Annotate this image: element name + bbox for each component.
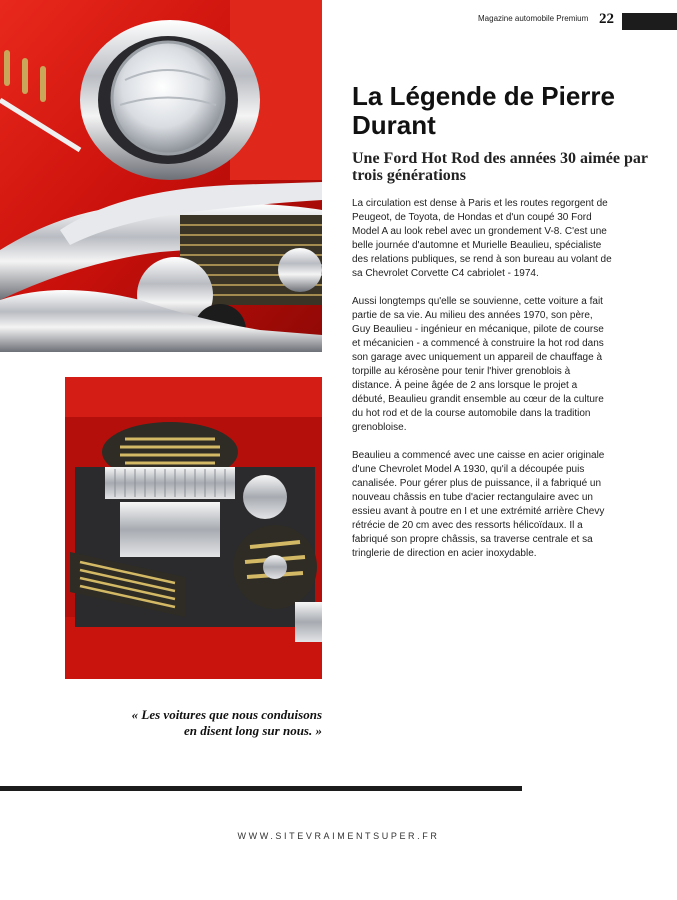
article-paragraph: La circulation est dense à Paris et les routes regorgent de Peugeot, de Toyota, de Hondas et d'un coupé 30 Ford Model A au look rebel avec un grondement V-8. C'est une belle journée d'automne et Murielle Beaulieu, spécialiste des relations publiques, se rend à son bureau au volant de sa Chevrolet Corvette C4 cabriolet - 1974. <box>352 198 612 279</box>
article-subtitle: Une Ford Hot Rod des années 30 aimée par trois générations <box>352 150 648 184</box>
pull-quote-line: « Les voitures que nous conduisons <box>131 707 322 722</box>
website-url[interactable]: WWW.SITEVRAIMENTSUPER.FR <box>237 831 440 841</box>
header-bar <box>622 13 677 30</box>
article-paragraph: Beaulieu a commencé avec une caisse en acier originale d'une Chevrolet Model A 1930, qu'il a découpée puis canalisée. Pour gérer plus de puissance, il a fabriqué un nouveau châssis en tube d'acier rectangulaire avec un essieu avant à poutre en I et une extrémité arrière Chevy rétrécie de 20 cm avec des ressorts hélicoïdaux. Il a fabriqué son propre châssis, sa traverse centrale et sa tringlerie de direction en acier inoxydable. <box>352 450 605 559</box>
magazine-label: Magazine automobile Premium <box>478 14 589 23</box>
pull-quote-line: en disent long sur nous. » <box>184 723 322 738</box>
article-body <box>352 197 612 575</box>
article-title: La Légende de Pierre Durant <box>352 81 615 140</box>
engine-photo <box>65 377 322 679</box>
page-number: 22 <box>599 11 614 27</box>
pull-quote <box>60 707 322 739</box>
article-paragraph: Aussi longtemps qu'elle se souvienne, cette voiture a fait partie de sa vie. Au milieu des années 1970, son père, Guy Beaulieu - ingénieur en mécanique, pilote de course et mécanicien - a commencé à construire la hot rod dans son garage avec uniquement un appareil de chauffage à torpille au kérosène pour tenir l'hiver grenoblois à distance. À peine âgée de 2 ans lorsque le projet a débuté, Beaulieu grandit ensemble au cœur de la culture du hot rod et de la course automobile dans la tradition grenobloise. <box>352 296 604 433</box>
car-front-photo <box>0 0 322 352</box>
footer-rule <box>0 786 522 791</box>
